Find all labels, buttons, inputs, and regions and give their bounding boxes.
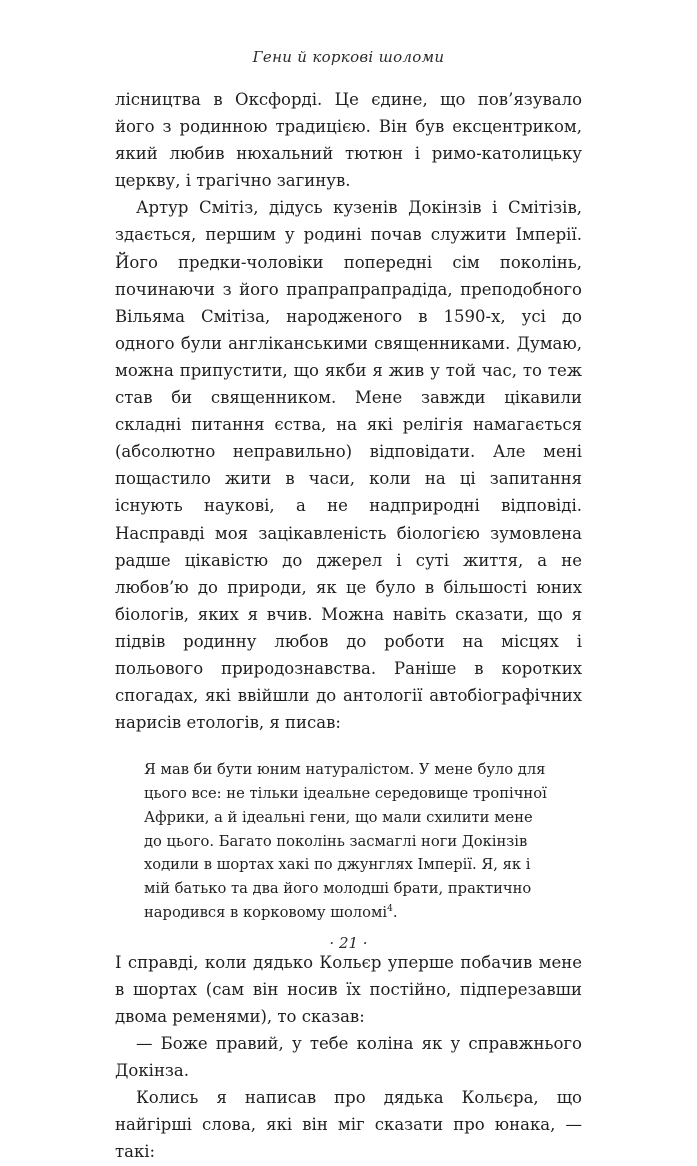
quote-text: Я мав би бути юним натуралістом. У мене було для цього все: не тільки ідеальне середовище тропічної Африки, а й ідеальні гени, що мали схилити мене до цього. Багато поколінь засмаглі ноги Докінзів ходили в шортах хакі по джунглях Імперії. Я, як і мій батько та два його молодші брати, практично народився в корковому шоломі [144,761,547,922]
paragraph-5: Колись я написав про дядька Кольєра, що найгірші слова, які він міг сказати про юнака, — такі: [115,1088,582,1162]
paragraph-2: Артур Смітіз, дідусь кузенів Докінзів і Смітізів, здається, першим у родині почав служити Імперії. Його предки-чоловіки попередні сім поколінь, починаючи з його прапрапрапрадіда, преподобного Вільяма Смітіза, народженого в 1590-х, усі до одного були англіканськими священниками. Думаю, можна припустити, що якби я жив у той час, то теж став би священником. Мене завжди цікавили складні питання єства, на які релігія намагається (абсолютно неправильно) відповідати. Але мені пощастило жити в часи, коли на ці запитання існують наукові, а не надприродні відповіді. Насправді моя зацікавленість біологією зумовлена радше цікавістю до джерел і суті життя, а не любов’ю до природи, як це було в більшості юних біологів, яких я вчив. Можна навіть сказати, що я підвів родинну любов до роботи на місцях і польового природознавства. Раніше в коротких спогадах, які ввійшли до антології автобіографічних нарисів етологів, я писав: [115,198,582,733]
paragraph-1: лісництва в Оксфорді. Це єдине, що пов’язувало його з родинною традицією. Він був ексцентриком, який любив нюхальний тютюн і римо-католицьку церкву, і трагічно загинув. [115,90,582,191]
paragraph-4-dialogue: — Боже правий, у тебе коліна як у справжнього Докінза. [115,1034,582,1081]
block-quote [144,758,552,925]
footnote-marker[interactable]: 4 [387,904,393,915]
quote-end-punctuation: . [392,904,398,922]
body-text [115,86,582,1166]
paragraph-3: І справді, коли дядько Кольєр уперше побачив мене в шортах (сам він носив їх постійно, підперезавши двома ременями), то сказав: [115,952,582,1027]
page-number: · 21 · [329,934,368,952]
running-head: Гени й коркові шоломи [252,48,445,66]
